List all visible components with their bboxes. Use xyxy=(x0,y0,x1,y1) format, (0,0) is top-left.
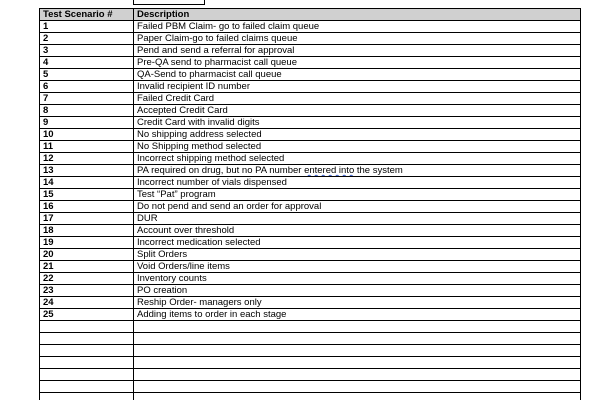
table-row xyxy=(40,57,581,69)
scenario-number: 9 xyxy=(40,117,134,129)
scenario-number: 2 xyxy=(40,33,134,45)
scenario-description: Pend and send a referral for approval xyxy=(134,45,581,57)
empty-description-cell xyxy=(134,369,581,381)
empty-description-cell xyxy=(134,393,581,400)
table-row xyxy=(40,105,581,117)
scenario-number: 1 xyxy=(40,21,134,33)
table-row xyxy=(40,33,581,45)
table-row xyxy=(40,21,581,33)
table-row xyxy=(40,69,581,81)
empty-number-cell xyxy=(40,333,134,345)
header-description: Description xyxy=(134,9,581,21)
scenario-description: DUR xyxy=(134,213,581,225)
scenario-description: Paper Claim-go to failed claims queue xyxy=(134,33,581,45)
scenario-number: 13 xyxy=(40,165,134,177)
scenario-description: Inventory counts xyxy=(134,273,581,285)
scenario-description: Adding items to order in each stage xyxy=(134,309,581,321)
empty-number-cell xyxy=(40,357,134,369)
table-row xyxy=(40,117,581,129)
scenario-description: No shipping address selected xyxy=(134,129,581,141)
table-row xyxy=(40,309,581,321)
empty-number-cell xyxy=(40,321,134,333)
scenario-number: 3 xyxy=(40,45,134,57)
scenario-description: Incorrect number of vials dispensed xyxy=(134,177,581,189)
scenario-description: Failed PBM Claim- go to failed claim queue xyxy=(134,21,581,33)
table-row xyxy=(40,273,581,285)
empty-description-cell xyxy=(134,345,581,357)
table-row xyxy=(40,177,581,189)
scenario-description: Failed Credit Card xyxy=(134,93,581,105)
empty-description-cell xyxy=(134,321,581,333)
table-row xyxy=(40,285,581,297)
table-row xyxy=(40,45,581,57)
scenario-description: Incorrect shipping method selected xyxy=(134,153,581,165)
scenario-number: 8 xyxy=(40,105,134,117)
scenario-number: 15 xyxy=(40,189,134,201)
empty-number-cell xyxy=(40,393,134,400)
scenario-number: 14 xyxy=(40,177,134,189)
scenario-number: 12 xyxy=(40,153,134,165)
scenario-number: 16 xyxy=(40,201,134,213)
table-row xyxy=(40,225,581,237)
scenario-description: Split Orders xyxy=(134,249,581,261)
empty-table-row xyxy=(40,333,581,345)
table-row xyxy=(40,81,581,93)
scenario-description: Test “Pat” program xyxy=(134,189,581,201)
scenario-number: 25 xyxy=(40,309,134,321)
scenario-number: 19 xyxy=(40,237,134,249)
scenario-description: QA-Send to pharmacist call queue xyxy=(134,69,581,81)
scenario-description: No Shipping method selected xyxy=(134,141,581,153)
table-row xyxy=(40,249,581,261)
empty-table-row xyxy=(40,357,581,369)
empty-table-row xyxy=(40,381,581,393)
empty-description-cell xyxy=(134,333,581,345)
scenario-number: 20 xyxy=(40,249,134,261)
header-test-scenario: Test Scenario # xyxy=(40,9,134,21)
scenario-number: 4 xyxy=(40,57,134,69)
table-row xyxy=(40,153,581,165)
empty-description-cell xyxy=(134,357,581,369)
table-row xyxy=(40,213,581,225)
table-row xyxy=(40,261,581,273)
scenario-number: 23 xyxy=(40,285,134,297)
empty-table-row xyxy=(40,369,581,381)
scenario-number: 24 xyxy=(40,297,134,309)
scenario-number: 10 xyxy=(40,129,134,141)
spellcheck-underline: entered into xyxy=(304,165,355,176)
empty-number-cell xyxy=(40,381,134,393)
empty-table-row xyxy=(40,321,581,333)
scenario-description: Reship Order- managers only xyxy=(134,297,581,309)
scenario-description: Accepted Credit Card xyxy=(134,105,581,117)
scenario-description: Do not pend and send an order for approval xyxy=(134,201,581,213)
scenario-number: 7 xyxy=(40,93,134,105)
previous-table-fragment xyxy=(133,0,205,5)
empty-number-cell xyxy=(40,345,134,357)
scenario-description: PO creation xyxy=(134,285,581,297)
scenario-description: Account over threshold xyxy=(134,225,581,237)
scenario-description: PA required on drug, but no PA number entered into the system xyxy=(134,165,581,177)
table-row xyxy=(40,189,581,201)
table-row xyxy=(40,297,581,309)
table-row xyxy=(40,141,581,153)
scenario-description: Incorrect medication selected xyxy=(134,237,581,249)
test-scenario-table xyxy=(39,8,581,400)
scenario-number: 5 xyxy=(40,69,134,81)
empty-table-row xyxy=(40,393,581,400)
empty-number-cell xyxy=(40,369,134,381)
table-row xyxy=(40,129,581,141)
table-row xyxy=(40,93,581,105)
scenario-number: 17 xyxy=(40,213,134,225)
scenario-description: Void Orders/line items xyxy=(134,261,581,273)
scenario-description: Invalid recipient ID number xyxy=(134,81,581,93)
table-row xyxy=(40,165,581,177)
scenario-number: 22 xyxy=(40,273,134,285)
empty-description-cell xyxy=(134,381,581,393)
scenario-number: 6 xyxy=(40,81,134,93)
scenario-number: 11 xyxy=(40,141,134,153)
table-body xyxy=(40,21,581,400)
table-header-row xyxy=(40,9,581,21)
scenario-description: Pre-QA send to pharmacist call queue xyxy=(134,57,581,69)
table-row xyxy=(40,201,581,213)
empty-table-row xyxy=(40,345,581,357)
scenario-number: 21 xyxy=(40,261,134,273)
scenario-description: Credit Card with invalid digits xyxy=(134,117,581,129)
table-row xyxy=(40,237,581,249)
scenario-number: 18 xyxy=(40,225,134,237)
